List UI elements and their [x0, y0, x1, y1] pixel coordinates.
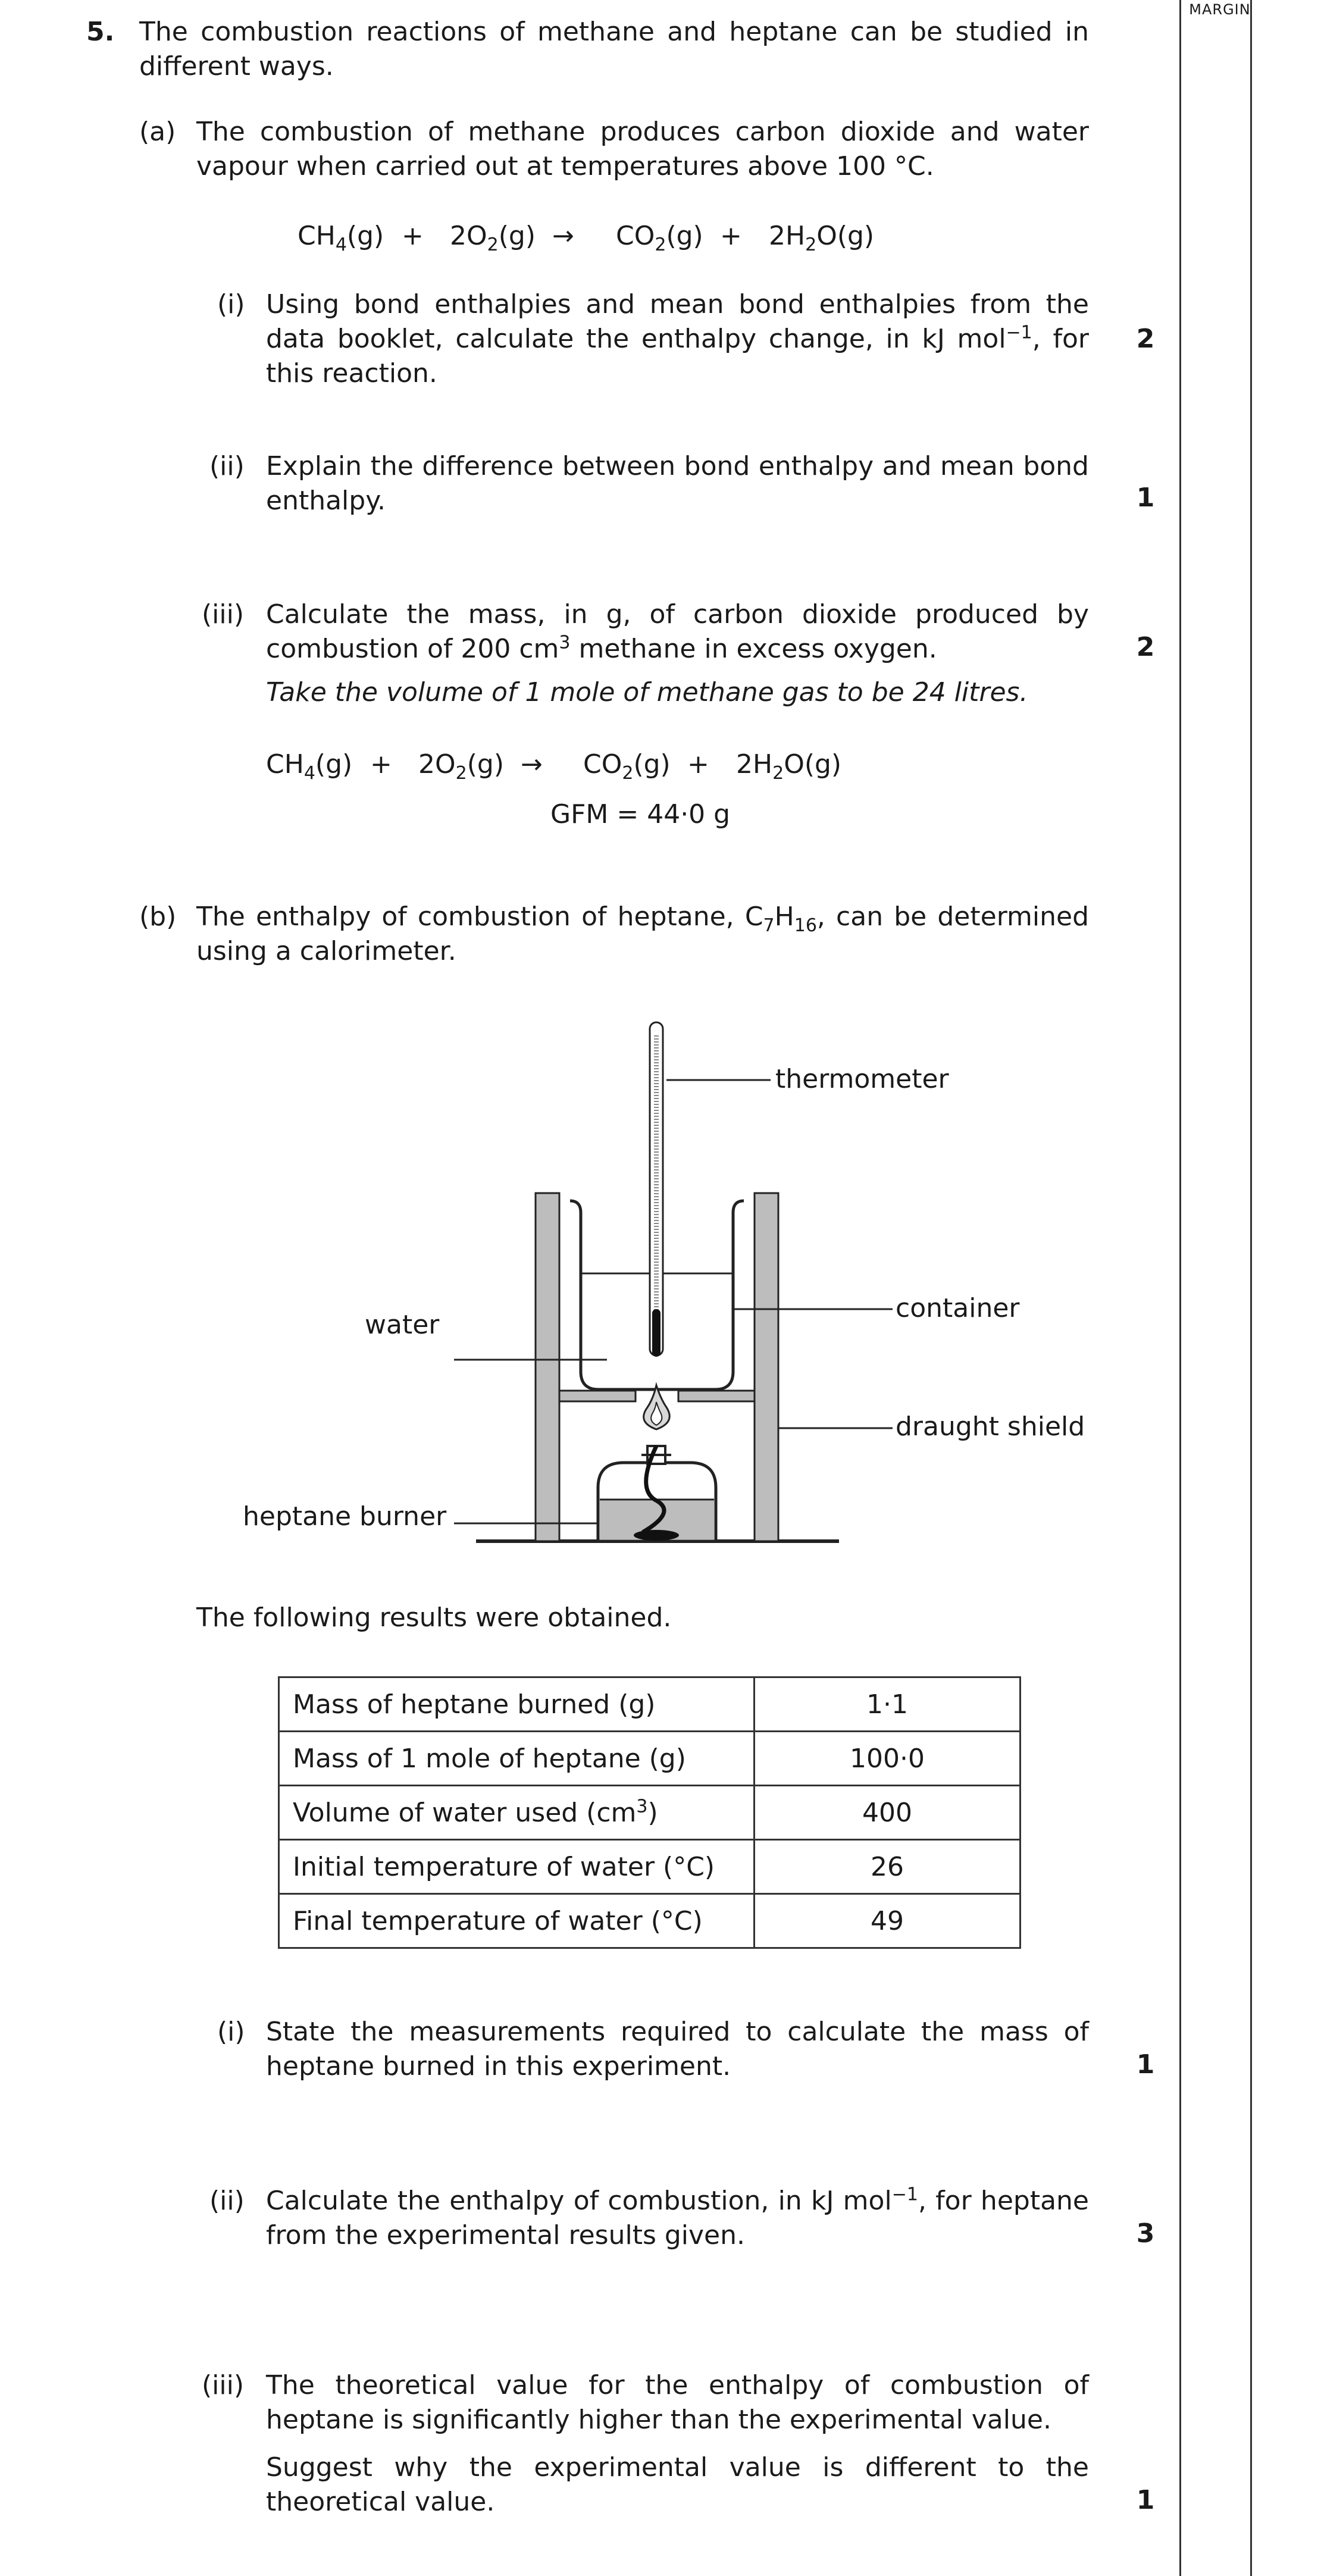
results-table	[278, 1676, 1021, 1949]
part-a-i-label: (i)	[217, 289, 245, 320]
table-row	[279, 1894, 1021, 1948]
part-a-iii-instruction: Take the volume of 1 mole of methane gas to be 24 litres.	[266, 677, 1028, 708]
row-value: 400	[755, 1786, 1021, 1840]
part-b-i-marks: 1	[1136, 2049, 1155, 2080]
draught-shield-left	[536, 1193, 559, 1541]
part-a-i-text: Using bond enthalpies and mean bond enthalpies from the data booklet, calculate the enthalpy change, in kJ mol$^{-1}$, for this reaction.	[266, 289, 1089, 389]
eq-a-arrow: →	[552, 221, 574, 251]
row-label: Mass of 1 mole of heptane (g)	[279, 1732, 755, 1786]
eq-a3-product2: $2H_2O(g)$	[736, 749, 842, 784]
margin-rule-right	[1250, 0, 1252, 2576]
label-container: container	[896, 1293, 1020, 1323]
calorimeter-diagram	[226, 1012, 1083, 1559]
eq-a3-arrow: →	[521, 749, 543, 780]
table-row	[279, 1840, 1021, 1894]
gfm-line: GFM = 44·0 g	[550, 799, 731, 830]
part-b-ii-label: (ii)	[209, 2186, 245, 2216]
margin-rule-left	[1179, 0, 1181, 2576]
part-a-iii-label: (iii)	[202, 599, 245, 630]
thermometer-bulb	[652, 1309, 660, 1357]
results-intro: The following results were obtained.	[196, 1602, 672, 1633]
question-intro: The combustion reactions of methane and heptane can be studied in different ways.	[139, 17, 1089, 82]
part-b-i-label: (i)	[217, 2017, 245, 2047]
part-b-iii-marks: 1	[1136, 2485, 1155, 2515]
part-a-ii-text: Explain the difference between bond enthalpy and mean bond enthalpy.	[266, 451, 1089, 516]
part-b-ii-text: Calculate the enthalpy of combustion, in kJ mol$^{-1}$, for heptane from the experimental results given.	[266, 2184, 1089, 2251]
part-b-iii-label: (iii)	[202, 2370, 245, 2400]
part-a-ii-label: (ii)	[209, 451, 245, 481]
eq-a-reactant1: $CH_4(g)$	[298, 221, 384, 255]
row-label: Mass of heptane burned (g)	[279, 1677, 755, 1732]
part-b-iii-text2: Suggest why the experimental value is different to the theoretical value.	[266, 2452, 1089, 2517]
part-a-text: The combustion of methane produces carbon dioxide and water vapour when carried out at temperatures above 100 °C.	[196, 117, 1089, 181]
eq-a-plus2: +	[720, 221, 742, 251]
part-a-iii-marks: 2	[1136, 632, 1155, 662]
part-a-iii-text: Calculate the mass, in g, of carbon dioxide produced by combustion of 200 $cm^3$ methane in excess oxygen.	[266, 599, 1089, 664]
eq-a3-reactant1: $CH_4(g)$	[266, 749, 353, 784]
margin-label: MARGIN	[1189, 1, 1251, 18]
label-heptane-burner: heptane burner	[243, 1501, 447, 1532]
row-label: Volume of water used $(cm^3)$	[279, 1786, 755, 1840]
part-a-label: (a)	[139, 117, 176, 147]
row-value: 49	[755, 1894, 1021, 1948]
eq-a3-plus2: +	[687, 749, 709, 780]
eq-a-product1: $CO_2(g)$	[616, 221, 703, 255]
label-draught-shield: draught shield	[896, 1411, 1085, 1442]
wick-base	[634, 1530, 679, 1541]
table-row	[279, 1732, 1021, 1786]
eq-a3-reactant2: $2O_2(g)$	[418, 749, 504, 784]
eq-a-plus1: +	[402, 221, 424, 251]
row-label: Initial temperature of water (°C)	[279, 1840, 755, 1894]
label-water: water	[365, 1310, 440, 1340]
part-b-ii-marks: 3	[1136, 2218, 1155, 2249]
table-row	[279, 1677, 1021, 1732]
row-value: 26	[755, 1840, 1021, 1894]
row-label: Final temperature of water (°C)	[279, 1894, 755, 1948]
part-a-i-marks: 2	[1136, 324, 1155, 354]
draught-shield-right	[755, 1193, 778, 1541]
eq-a-reactant2: $2O_2(g)$	[450, 221, 536, 255]
part-b-i-text: State the measurements required to calculate the mass of heptane burned in this experiment.	[266, 2017, 1089, 2082]
part-b-iii-text: The theoretical value for the enthalpy of combustion of heptane is significantly higher than the experimental value.	[266, 2370, 1089, 2435]
label-thermometer: thermometer	[775, 1064, 949, 1094]
part-a-ii-marks: 1	[1136, 483, 1155, 513]
support-right	[678, 1391, 755, 1401]
part-b-text: The enthalpy of combustion of heptane, $C_7H_{16}$, can be determined using a calorimeter.	[196, 902, 1089, 966]
question-number: 5.	[86, 17, 115, 47]
eq-a3-plus1: +	[370, 749, 392, 780]
eq-a3-product1: $CO_2(g)$	[583, 749, 671, 784]
support-left	[559, 1391, 636, 1401]
part-b-label: (b)	[139, 902, 177, 932]
row-value: 100·0	[755, 1732, 1021, 1786]
table-row	[279, 1786, 1021, 1840]
eq-a-product2: $2H_2O(g)$	[769, 221, 875, 255]
row-value: 1·1	[755, 1677, 1021, 1732]
